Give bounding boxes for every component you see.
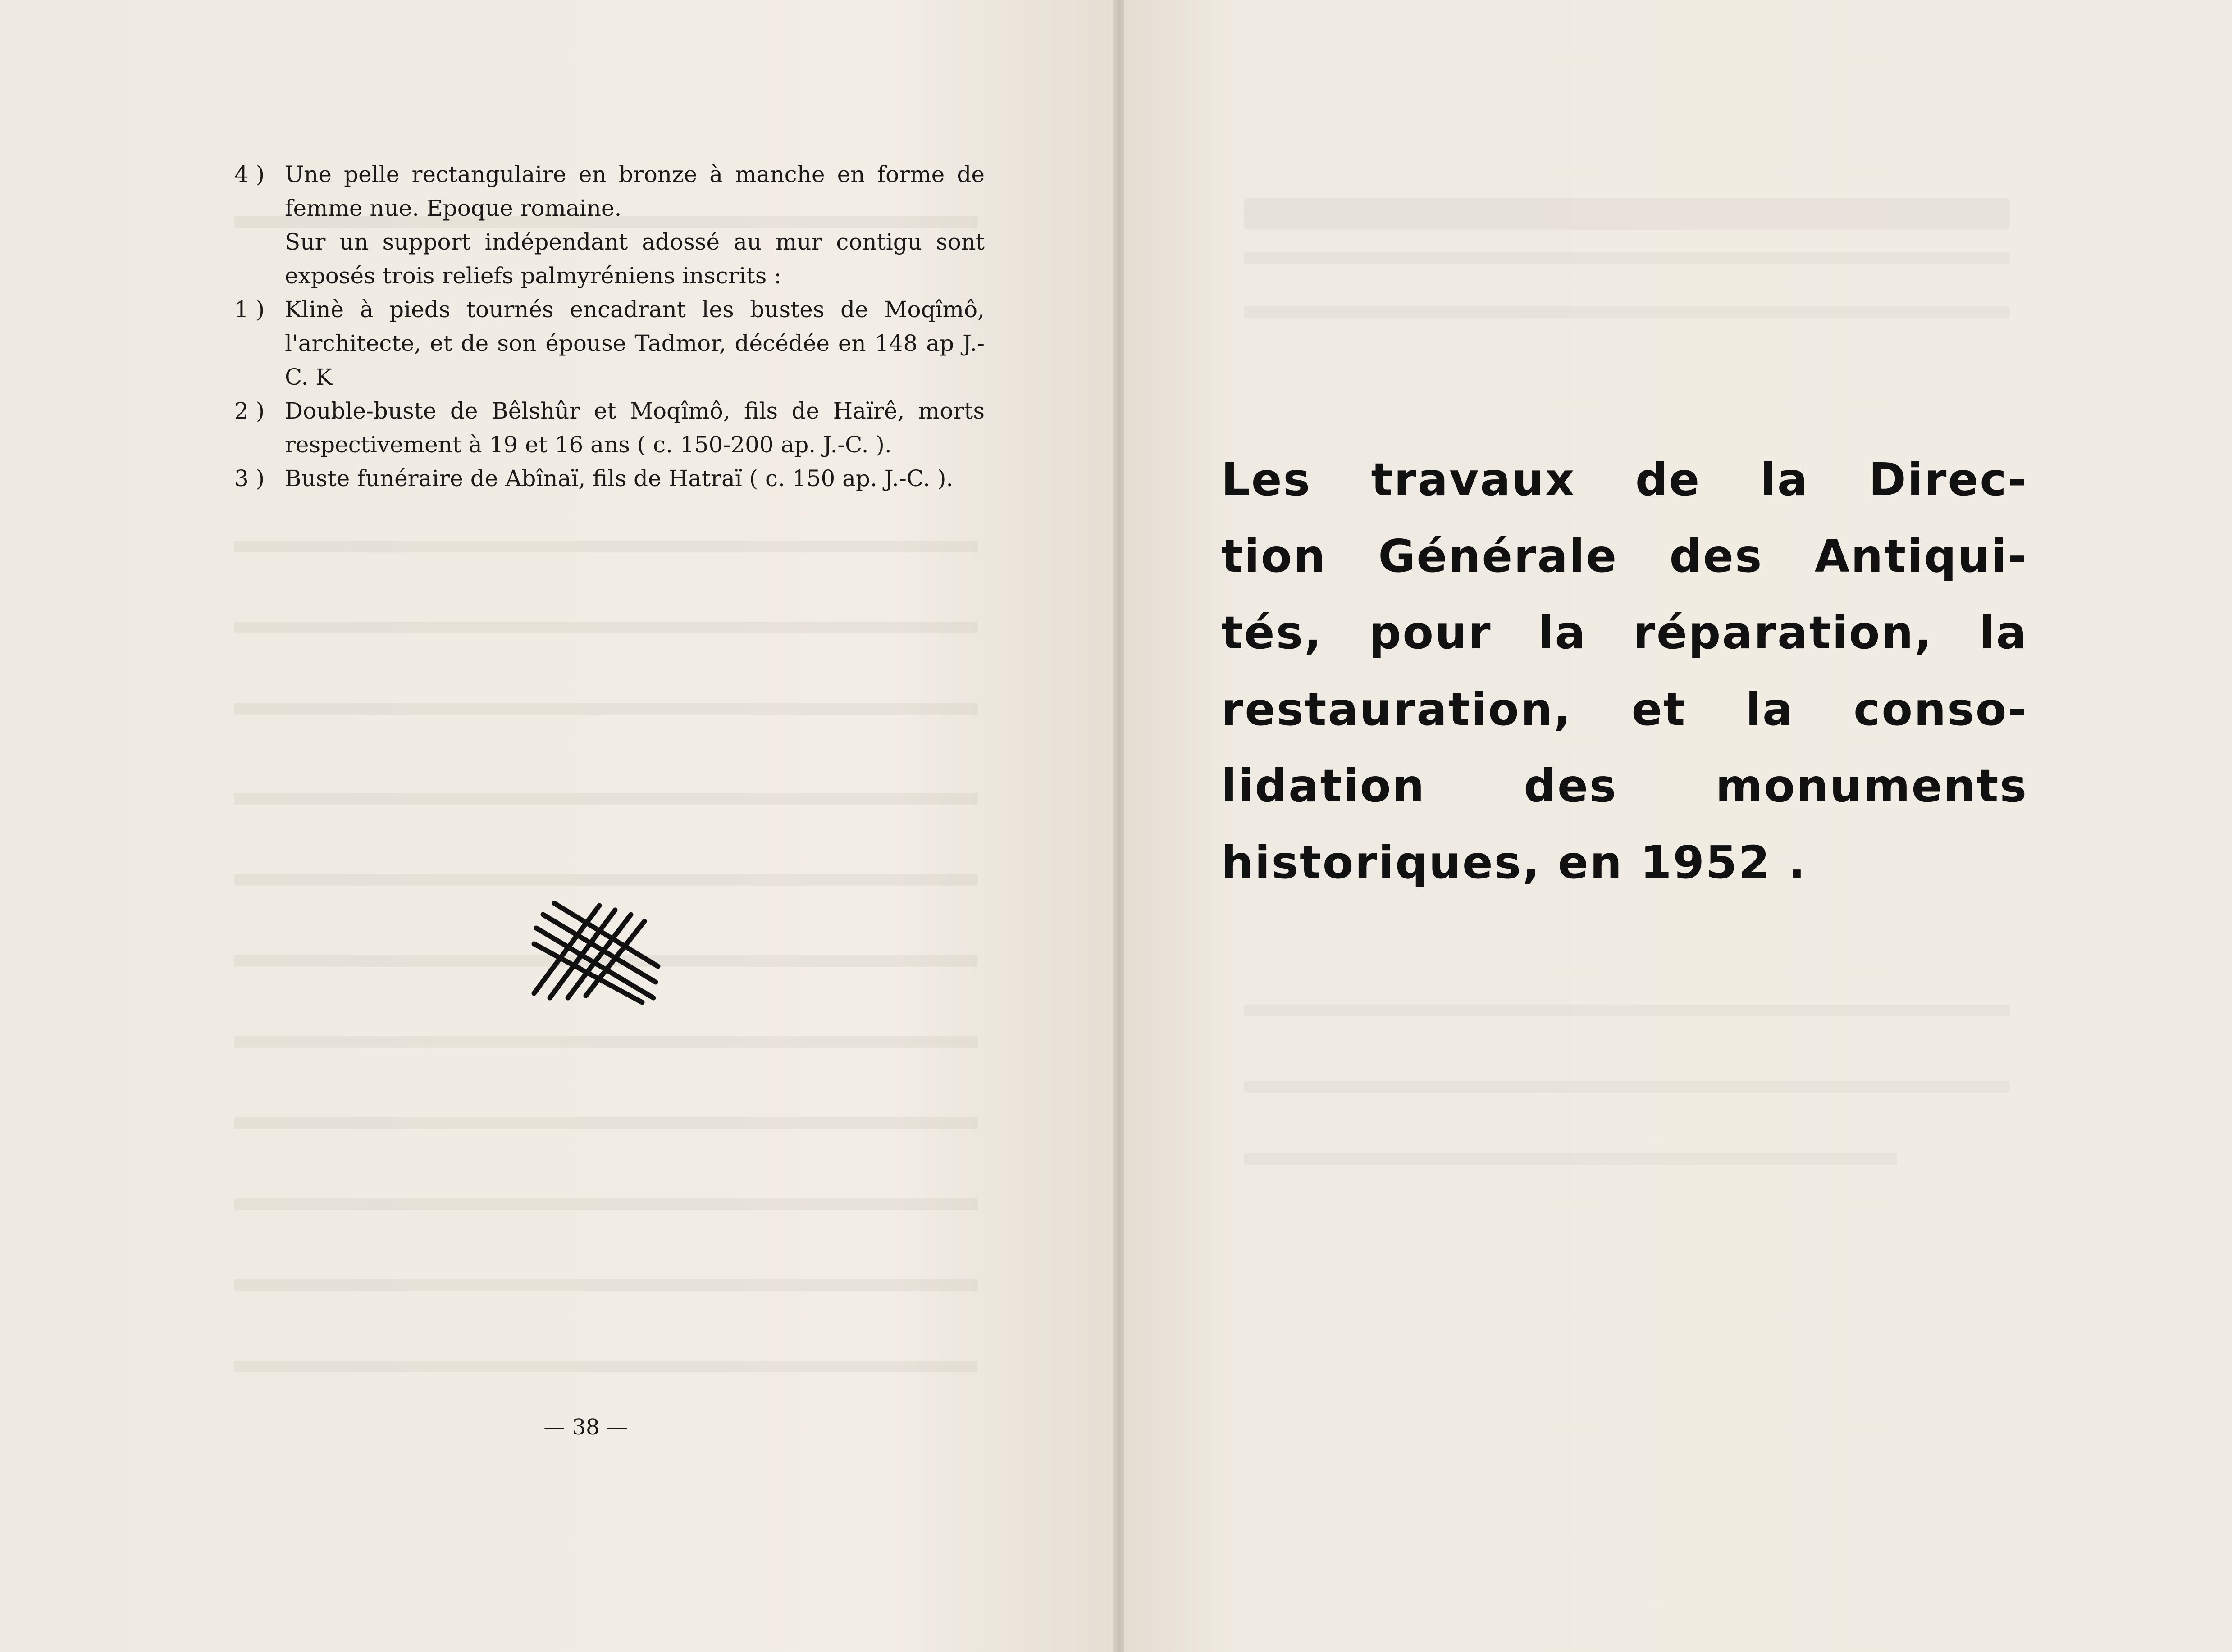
list-item	[234, 158, 985, 225]
list-item	[234, 394, 985, 462]
entry-number: 2 )	[234, 398, 265, 424]
heading-line: lidation des monuments	[1221, 760, 2028, 812]
entry-list	[234, 158, 985, 496]
entry-text: Buste funéraire de Abînaï, fils de Hatraï ( c. 150 ap. J.-C. ).	[285, 465, 954, 492]
intro-paragraph: Sur un support indépendant adossé au mur contigu sont exposés trois reliefs palmyréniens inscrits :	[285, 229, 985, 289]
heading-line: restauration, et la conso-	[1221, 683, 2028, 736]
chapter-heading	[1221, 441, 2028, 901]
crosshatch-ornament-icon	[525, 897, 665, 1005]
entry-number: 4 )	[234, 161, 265, 187]
list-item	[234, 293, 985, 394]
heading-line: tion Générale des Antiqui-	[1221, 530, 2028, 583]
entry-number: 1 )	[234, 296, 265, 323]
entry-text: Klinè à pieds tournés encadrant les bustes de Moqîmô, l'architecte, et de son épouse Tadmor, décédée en 148 ap J.-C. K	[285, 296, 985, 390]
list-item	[234, 462, 985, 496]
heading-line: historiques, en 1952 .	[1221, 836, 1807, 889]
entry-number: 3 )	[234, 465, 265, 492]
entry-text: Une pelle rectangulaire en bronze à manche en forme de femme nue. Epoque romaine.	[285, 161, 985, 221]
entry-text: Double-buste de Bêlshûr et Moqîmô, fils de Haïrê, morts respectivement à 19 et 16 ans ( c. 150-200 ap. J.-C. ).	[285, 398, 985, 458]
page-number: — 38 —	[543, 1415, 628, 1440]
left-page	[0, 0, 1115, 1652]
heading-line: Les travaux de la Direc-	[1221, 453, 2028, 506]
heading-line: tés, pour la réparation, la	[1221, 606, 2028, 659]
